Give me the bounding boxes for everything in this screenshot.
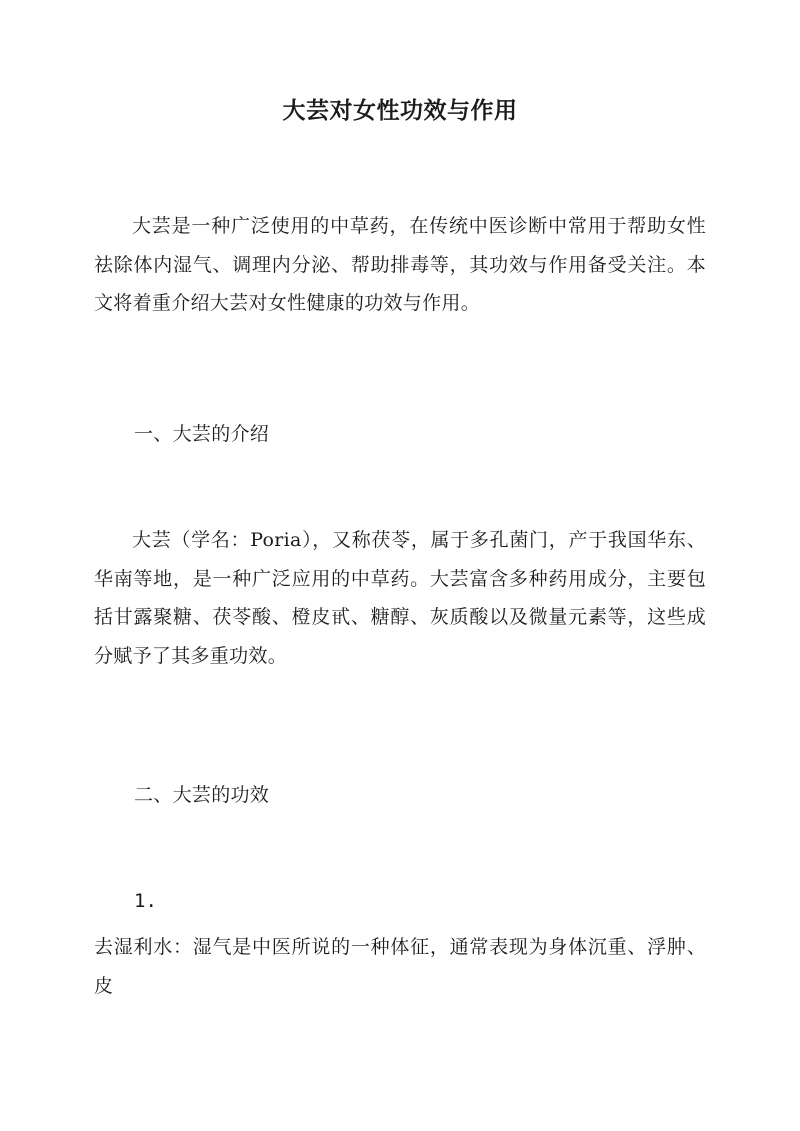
section-heading-efficacy: 二、大芸的功效	[134, 784, 270, 806]
introduction-paragraph: 大芸（学名：Poria），又称茯苓，属于多孔菌门，产于我国华东、华南等地，是一种广泛应用的中草药。大芸富含多种药用成分，主要包括甘露聚糖、茯苓酸、橙皮甙、糖醇、灰质酸以及微量元素等，这些成分赋予了其多重功效。	[94, 529, 706, 667]
efficacy-item-text: 去湿利水：湿气是中医所说的一种体征，通常表现为身体沉重、浮肿、皮	[94, 936, 706, 997]
document-title: 大芸对女性功效与作用	[282, 97, 518, 124]
section-heading-introduction: 一、大芸的介绍	[134, 423, 270, 445]
list-item-number: 1.	[134, 890, 157, 912]
intro-paragraph: 大芸是一种广泛使用的中草药，在传统中医诊断中常用于帮助女性祛除体内湿气、调理内分泌、帮助排毒等，其功效与作用备受关注。本文将着重介绍大芸对女性健康的功效与作用。	[94, 215, 706, 314]
